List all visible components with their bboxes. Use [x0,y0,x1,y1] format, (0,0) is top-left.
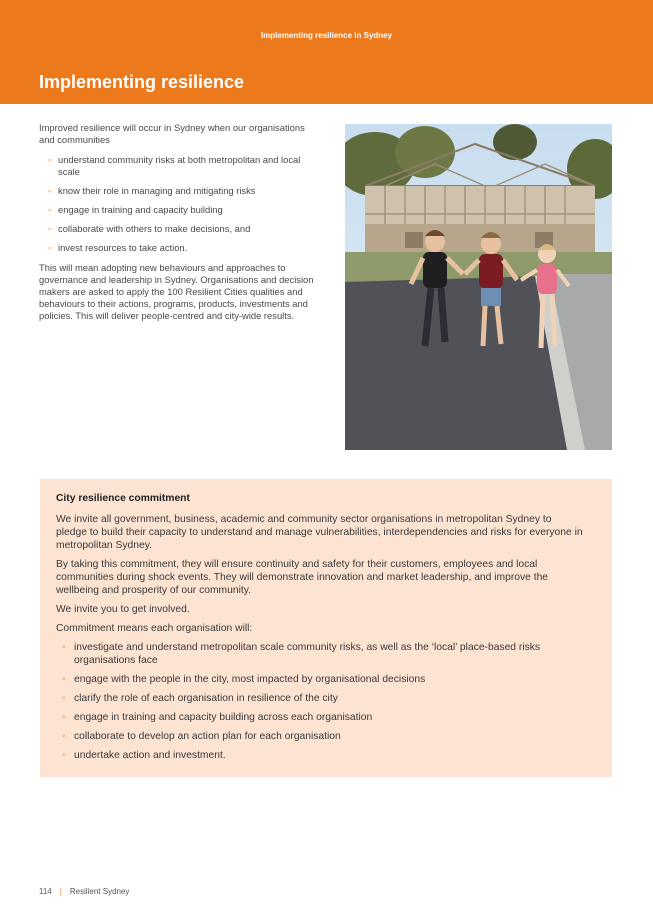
running-head: Implementing resilience in Sydney [260,31,393,40]
intro-closing: This will mean adopting new behaviours and approaches to governance and leadership in Sydney. Organisations and decision makers are asked to apply the 100 Resilient Cities qualities and behaviours to their actions, programs, products, investments and policies. This will deliver people-centred and city-wide results. [39,262,314,321]
page-footer [39,887,129,896]
intro-bullet: ◦ collaborate with others to make decisions, and [39,223,321,235]
commitment-bullet: ◦ investigate and understand metropolitan scale community risks, as well as the ‘local’ place-based risks organisations face [56,641,584,667]
commitment-bullet: ◦ clarify the role of each organisation in resilience of the city [56,692,584,705]
commitment-content [56,492,584,768]
children-running-photo [345,124,612,450]
commitment-panel [40,479,612,777]
page-title: Implementing resilience [39,72,245,92]
commitment-bullet: ◦ undertake action and investment. [56,749,584,762]
commitment-paragraph: By taking this commitment, they will ensure continuity and safety for their customers, employees and local communities during shock events. They will demonstrate innovation and market leadership, and improve the wellbeing and prosperity of our community. [56,559,549,596]
intro-bullet: ◦ invest resources to take action. [39,242,321,254]
commitment-bullet: ◦ engage with the people in the city, most impacted by organisational decisions [56,673,584,686]
intro-bullet: ◦ understand community risks at both metropolitan and local scale [39,154,321,178]
publication-name: Resilient Sydney [69,887,130,896]
commitment-bullet-list [56,641,584,762]
commitment-title: City resilience commitment [56,493,190,504]
commitment-bullet: ◦ collaborate to develop an action plan for each organisation [56,730,584,743]
intro-bullet-list [39,154,321,254]
photo-illustration [345,124,612,450]
footer-separator: | [59,887,62,896]
intro-text [39,122,321,330]
intro-bullet: ◦ engage in training and capacity building [39,204,321,216]
page-number: 114 [39,887,52,896]
intro-lead: Improved resilience will occur in Sydney when our organisations and communities [39,122,305,145]
commitment-paragraph: Commitment means each organisation will: [56,623,253,634]
commitment-paragraph: We invite all government, business, academic and community sector organisations in metropolitan Sydney to pledge to build their capacity to understand and manage vulnerabilities, interdependencies and risks for everyone in metropolitan Sydney. [56,514,583,551]
intro-bullet: ◦ know their role in managing and mitigating risks [39,185,321,197]
commitment-bullet: ◦ engage in training and capacity building across each organisation [56,711,584,724]
commitment-paragraph: We invite you to get involved. [56,604,190,615]
